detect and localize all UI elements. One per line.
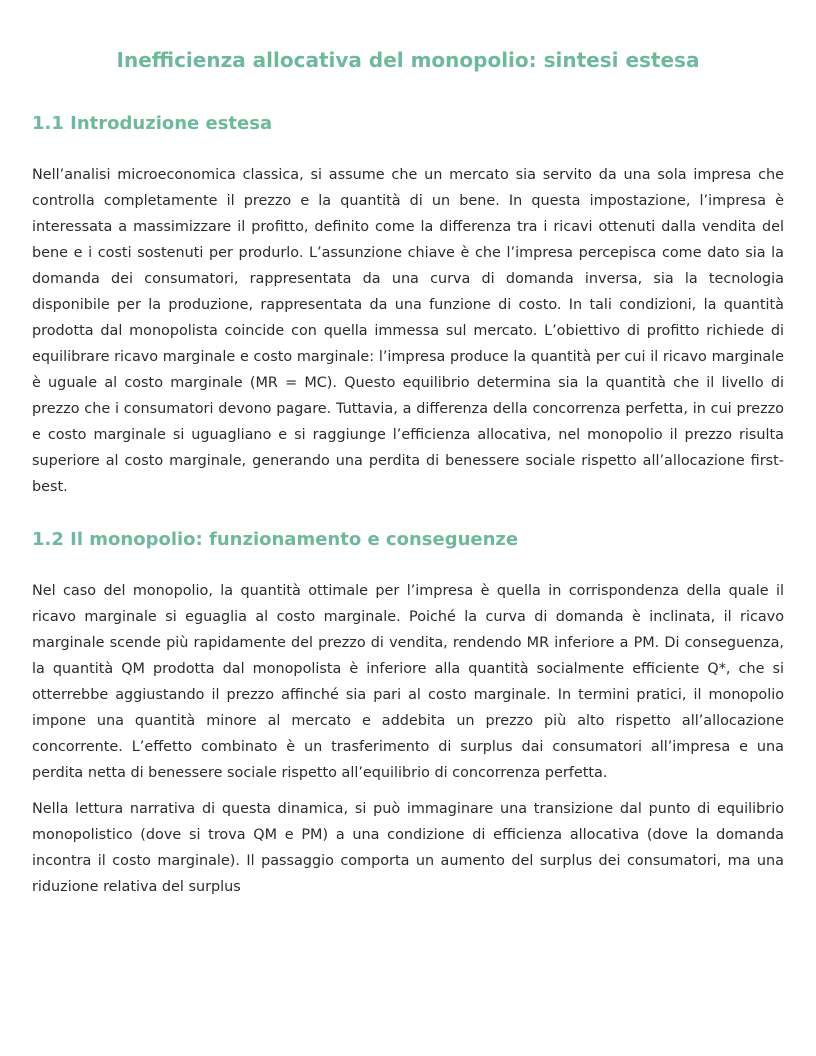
paragraph: Nella lettura narrativa di questa dinamica, si può immaginare una transizione dal punto di equilibrio monopolistico (dove si trova QM e PM) a una condizione di efficienza allocativa (dove la domanda incontra il costo marginale). Il passaggio comporta un aumento del surplus dei consumatori, ma una riduzione relativa del surplus — [32, 801, 784, 895]
section-heading: 1.2 Il monopolio: funzionamento e conseguenze — [32, 529, 519, 550]
paragraph: Nell’analisi microeconomica classica, si assume che un mercato sia servito da una sola impresa che controlla completamente il prezzo e la quantità di un bene. In questa impostazione, l’impresa è interessata a massimizzare il profitto, definito come la differenza tra i ricavi ottenuti dalla vendita del bene e i costi sostenuti per produrlo. L’assunzione chiave è che l’impresa percepisca come dato sia la domanda dei consumatori, rappresentata da una curva di domanda inversa, sia la tecnologia disponibile per la produzione, rappresentata da una funzione di costo. In tali condizioni, la quantità prodotta dal monopolista coincide con quella immessa sul mercato. L’obiettivo di profitto richiede di equilibrare ricavo marginale e costo marginale: l’impresa produce la quantità per cui il ricavo marginale è uguale al costo marginale (MR = MC). Questo equilibrio determina sia la quantità che il livello di prezzo che i consumatori devono pagare. Tuttavia, a differenza della concorrenza perfetta, in cui prezzo e costo marginale si uguagliano e si raggiunge l’efficienza allocativa, nel monopolio il prezzo risulta superiore al costo marginale, generando una perdita di benessere sociale rispetto all’allocazione first-best. — [32, 167, 784, 495]
section-introduction — [32, 110, 784, 500]
paragraph: Nel caso del monopolio, la quantità ottimale per l’impresa è quella in corrispondenza della quale il ricavo marginale si eguaglia al costo marginale. Poiché la curva di domanda è inclinata, il ricavo marginale scende più rapidamente del prezzo di vendita, rendendo MR inferiore a PM. Di conseguenza, la quantità QM prodotta dal monopolista è inferiore alla quantità socialmente efficiente Q*, che si otterrebbe aggiustando il prezzo affinché sia pari al costo marginale. In termini pratici, il monopolio impone una quantità minore al mercato e addebita un prezzo più alto rispetto all’allocazione concorrente. L’effetto combinato è un trasferimento di surplus dai consumatori all’impresa e una perdita netta di benessere sociale rispetto all’equilibrio di concorrenza perfetta. — [32, 583, 784, 781]
section-heading: 1.1 Introduzione estesa — [32, 113, 273, 134]
document-title: Inefficienza allocativa del monopolio: sintesi estesa — [116, 48, 700, 72]
section-monopoly — [32, 526, 784, 900]
